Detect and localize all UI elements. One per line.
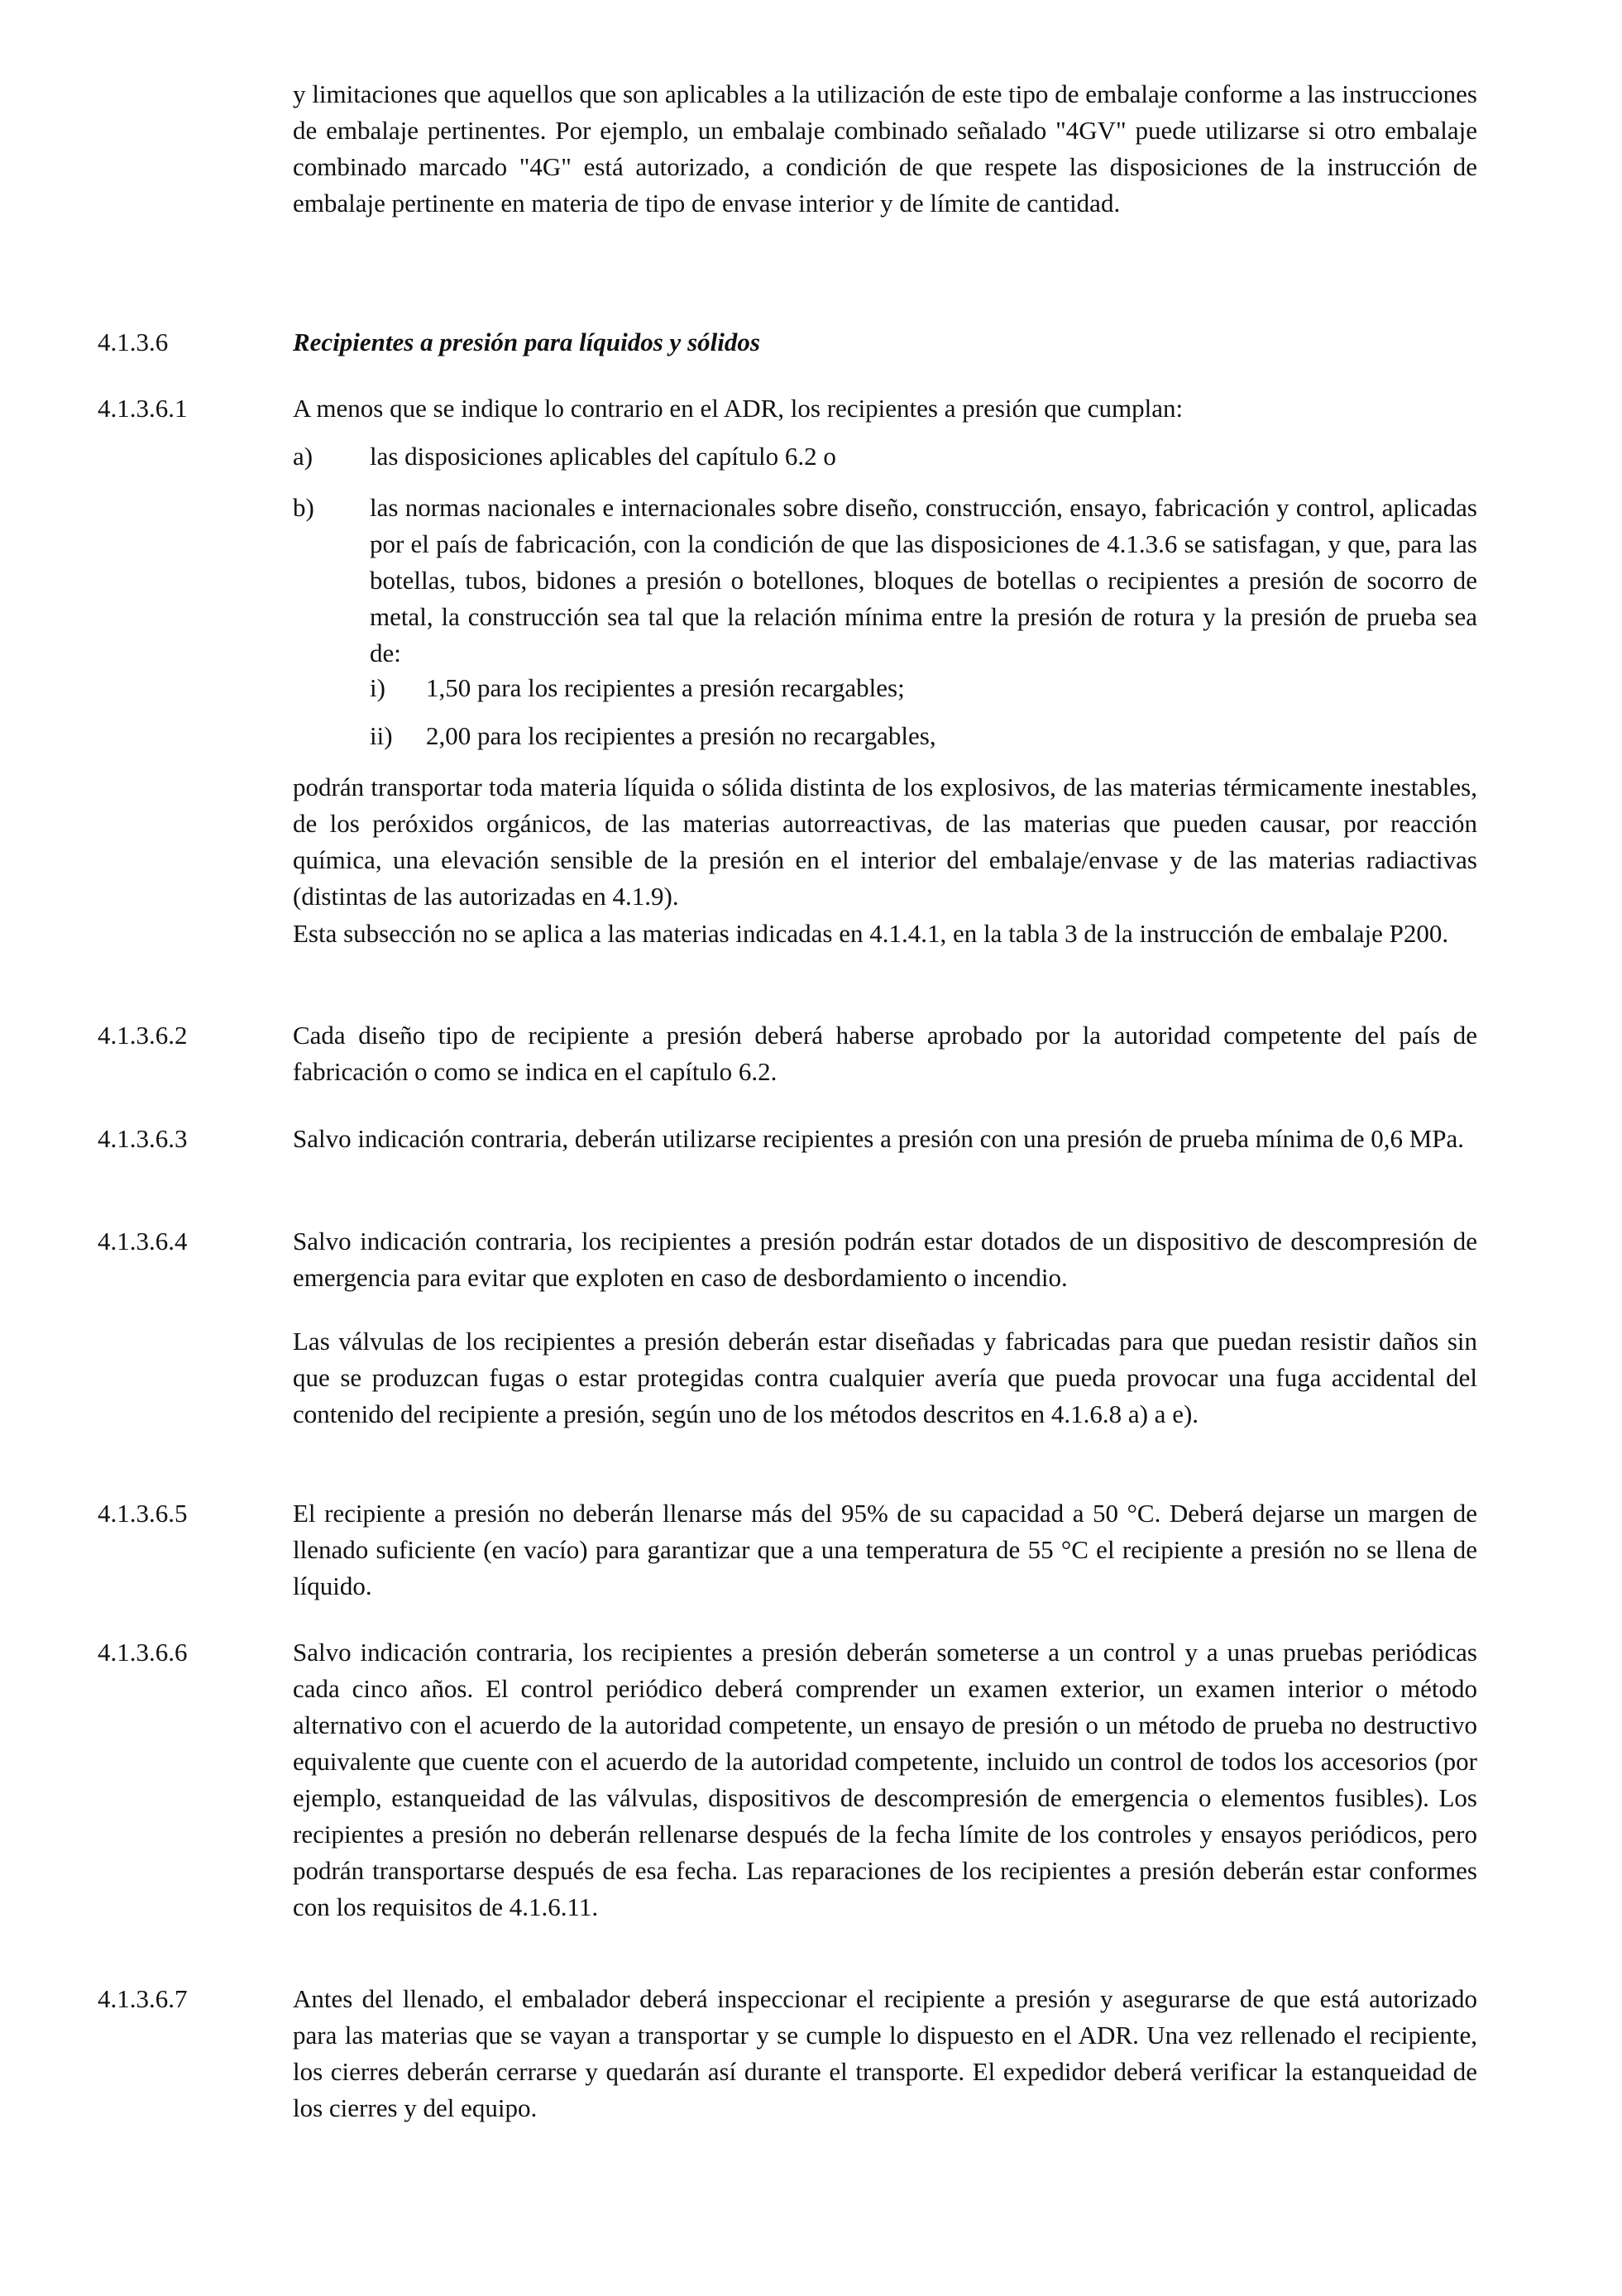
subsection-number-7: 4.1.3.6.7: [98, 1984, 188, 2013]
list-label-a: a): [293, 442, 313, 471]
list-label-i: i): [370, 673, 385, 702]
subsection-1-note: Esta subsección no se aplica a las materias indicadas en 4.1.4.1, en la tabla 3 de la instrucción de embalaje P200.: [293, 919, 1449, 948]
subsection-4-text: Salvo indicación contraria, los recipientes a presión podrán estar dotados de un dispositivo de descompresión de emergencia para evitar que exploten en caso de desbordamiento o incendio.: [293, 1227, 1477, 1292]
subsection-6-text: Salvo indicación contraria, los recipientes a presión deberán someterse a un control y a unas pruebas periódicas cada cinco años. El control periódico deberá comprender un examen exterior, un examen interior o método alternativo con el acuerdo de la autoridad competente, un ensayo de presión o un método de prueba no destructivo equivalente que cuente con el acuerdo de la autoridad competente, incluido un control de todos los accesorios (por ejemplo, estanqueidad de las válvulas, dispositivos de descompresión de emergencia o elementos fusibles). Los recipientes a presión no deberán rellenarse después de la fecha límite de los controles y ensayos periódicos, pero podrán transportarse después de esa fecha. Las reparaciones de los recipientes a presión deberán estar conformes con los requisitos de 4.1.6.11.: [293, 1638, 1477, 1921]
section-title: Recipientes a presión para líquidos y sólidos: [293, 328, 760, 356]
subsection-number-6: 4.1.3.6.6: [98, 1638, 188, 1667]
subsection-4-paragraph: Las válvulas de los recipientes a presión deberán estar diseñadas y fabricadas para que puedan resistir daños sin que se produzcan fugas o estar protegidas contra cualquier avería que pueda provocar una fuga accidental del contenido del recipiente a presión, según uno de los métodos descritos en 4.1.6.8 a) a e).: [293, 1327, 1477, 1428]
section-number: 4.1.3.6: [98, 328, 169, 356]
intro-paragraph: y limitaciones que aquellos que son aplicables a la utilización de este tipo de embalaje conforme a las instrucciones de embalaje pertinentes. Por ejemplo, un embalaje combinado señalado "4GV" puede utilizarse si otro embalaje combinado marcado "4G" está autorizado, a condición de que respete las disposiciones de la instrucción de embalaje pertinente en materia de tipo de envase interior y de límite de cantidad.: [293, 79, 1477, 218]
list-item-ii: 2,00 para los recipientes a presión no recargables,: [426, 721, 936, 750]
subsection-number-4: 4.1.3.6.4: [98, 1227, 188, 1256]
list-label-ii: ii): [370, 721, 393, 750]
subsection-7-text: Antes del llenado, el embalador deberá inspeccionar el recipiente a presión y asegurarse de que está autorizado para las materias que se vayan a transportar y se cumple lo dispuesto en el ADR. Una vez rellenado el recipiente, los cierres deberán cerrarse y quedarán así durante el transporte. El expedidor deberá verificar la estanqueidad de los cierres y del equipo.: [293, 1984, 1477, 2122]
subsection-5-text: El recipiente a presión no deberán llenarse más del 95% de su capacidad a 50 °C. Deberá dejarse un margen de llenado suficiente (en vacío) para garantizar que a una temperatura de 55 °C el recipiente a presión no se llena de líquido.: [293, 1499, 1477, 1600]
subsection-number-3: 4.1.3.6.3: [98, 1124, 188, 1153]
list-item-b: las normas nacionales e internacionales sobre diseño, construcción, ensayo, fabricación y control, aplicadas por el país de fabricación, con la condición de que las disposiciones de 4.1.3.6 se satisfagan, y que, para las botellas, tubos, bidones a presión o botellones, bloques de botellas o recipientes a presión de socorro de metal, la construcción sea tal que la relación mínima entre la presión de rotura y la presión de prueba sea de:: [370, 493, 1477, 667]
subsection-2-text: Cada diseño tipo de recipiente a presión deberá haberse aprobado por la autoridad competente del país de fabricación o como se indica en el capítulo 6.2.: [293, 1021, 1477, 1086]
subsection-number-5: 4.1.3.6.5: [98, 1499, 188, 1528]
list-label-b: b): [293, 493, 314, 522]
subsection-number-2: 4.1.3.6.2: [98, 1021, 188, 1050]
list-item-a: las disposiciones aplicables del capítulo 6.2 o: [370, 442, 836, 471]
subsection-3-text: Salvo indicación contraria, deberán utilizarse recipientes a presión con una presión de prueba mínima de 0,6 MPa.: [293, 1124, 1465, 1153]
subsection-1-paragraph: podrán transportar toda materia líquida o sólida distinta de los explosivos, de las materias térmicamente inestables, de los peróxidos orgánicos, de las materias autorreactivas, de las materias que pueden causar, por reacción química, una elevación sensible de la presión en el interior del embalaje/envase y de las materias radiactivas (distintas de las autorizadas en 4.1.9).: [293, 773, 1477, 911]
subsection-number-1: 4.1.3.6.1: [98, 394, 188, 423]
subsection-1-lead: A menos que se indique lo contrario en el ADR, los recipientes a presión que cumplan:: [293, 394, 1184, 423]
list-item-i: 1,50 para los recipientes a presión recargables;: [426, 673, 905, 702]
